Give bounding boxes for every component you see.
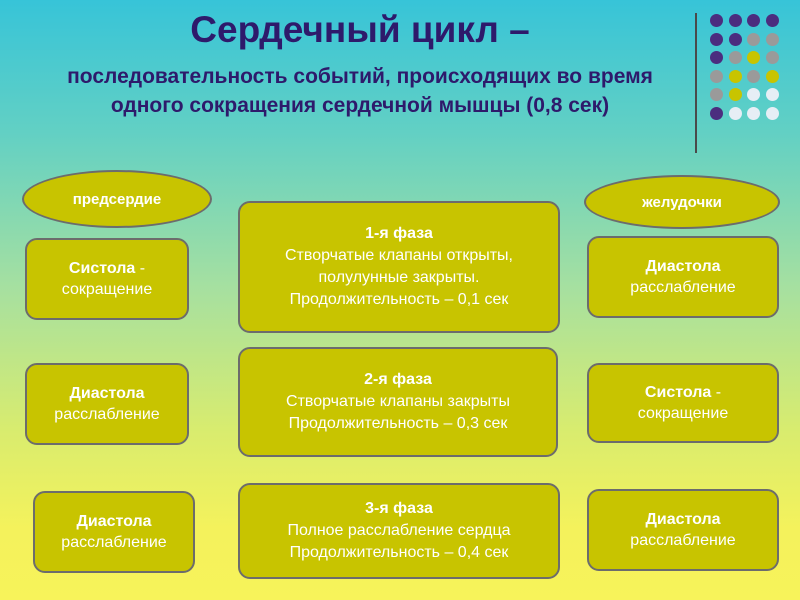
atrium-box-1-suffix: - [135,260,146,277]
ventricle-box-3 [587,489,779,571]
ventricle-box-1 [587,236,779,318]
atrium-box-3-text: расслабление [61,534,167,551]
atrium-box-1 [25,238,189,320]
ventricle-box-2-bold: Систола [644,384,712,401]
phase-1-line1: Створчатые клапаны открыты, [284,247,513,264]
atrium-box-2-bold: Диастола [69,385,145,402]
decorative-dot [766,107,779,120]
decorative-dot [747,70,760,83]
decorative-dot [766,70,779,83]
decorative-dot [710,107,723,120]
ventricles-label-text: желудочки [642,193,722,211]
phase-1-title: 1-я фаза [365,225,433,242]
decorative-dot [766,33,779,46]
decorative-dot [747,107,760,120]
phase-3-line2: Продолжительность – 0,4 сек [289,544,509,561]
decorative-dot [710,70,723,83]
decorative-dot [710,14,723,27]
phase-box-1 [238,201,560,333]
atrium-box-2 [25,363,189,445]
ventricle-box-2 [587,363,779,443]
decorative-dot [729,14,742,27]
atrium-label [22,170,212,228]
phase-1-line3: Продолжительность – 0,1 сек [289,291,509,308]
decorative-dot [710,33,723,46]
atrium-box-1-bold: Систола [68,260,136,277]
decorative-divider [695,13,697,153]
phase-box-3 [238,483,560,579]
ventricle-box-2-suffix: - [711,384,722,401]
decorative-dot [729,70,742,83]
decorative-dot [766,51,779,64]
phase-2-line1: Створчатые клапаны закрыты [286,393,510,410]
atrium-box-3-bold: Диастола [76,513,152,530]
decorative-dot [729,88,742,101]
atrium-box-2-text: расслабление [54,406,160,423]
decorative-dot [747,88,760,101]
ventricle-box-1-bold: Диастола [645,258,721,275]
title-main: Сердечный цикл – [190,9,530,50]
decorative-dot [729,33,742,46]
ventricle-box-3-bold: Диастола [645,511,721,528]
decorative-dot [710,51,723,64]
decorative-dot [766,14,779,27]
decorative-dot [766,88,779,101]
decorative-dot [710,88,723,101]
atrium-box-3 [33,491,195,573]
decorative-dot [747,33,760,46]
ventricle-box-2-text: сокращение [637,405,729,422]
ventricles-label [584,175,780,229]
phase-3-title: 3-я фаза [365,500,433,517]
decorative-dot [747,51,760,64]
phase-2-line2: Продолжительность – 0,3 сек [288,415,508,432]
decorative-dot [729,51,742,64]
phase-2-title: 2-я фаза [364,371,432,388]
phase-box-2 [238,347,558,457]
decorative-dot [747,14,760,27]
ventricle-box-1-text: расслабление [630,279,736,296]
phase-3-line1: Полное расслабление сердца [287,522,511,539]
atrium-label-text: предсердие [72,190,162,208]
title-subtitle: последовательность событий, происходящих во время одного сокращения сердечной мышцы (0,8 сек) [67,65,653,117]
atrium-box-1-text: сокращение [61,281,153,298]
ventricle-box-3-text: расслабление [630,532,736,549]
decorative-dot [729,107,742,120]
phase-1-line2: полулунные закрыты. [318,269,480,286]
slide-title [40,8,680,120]
